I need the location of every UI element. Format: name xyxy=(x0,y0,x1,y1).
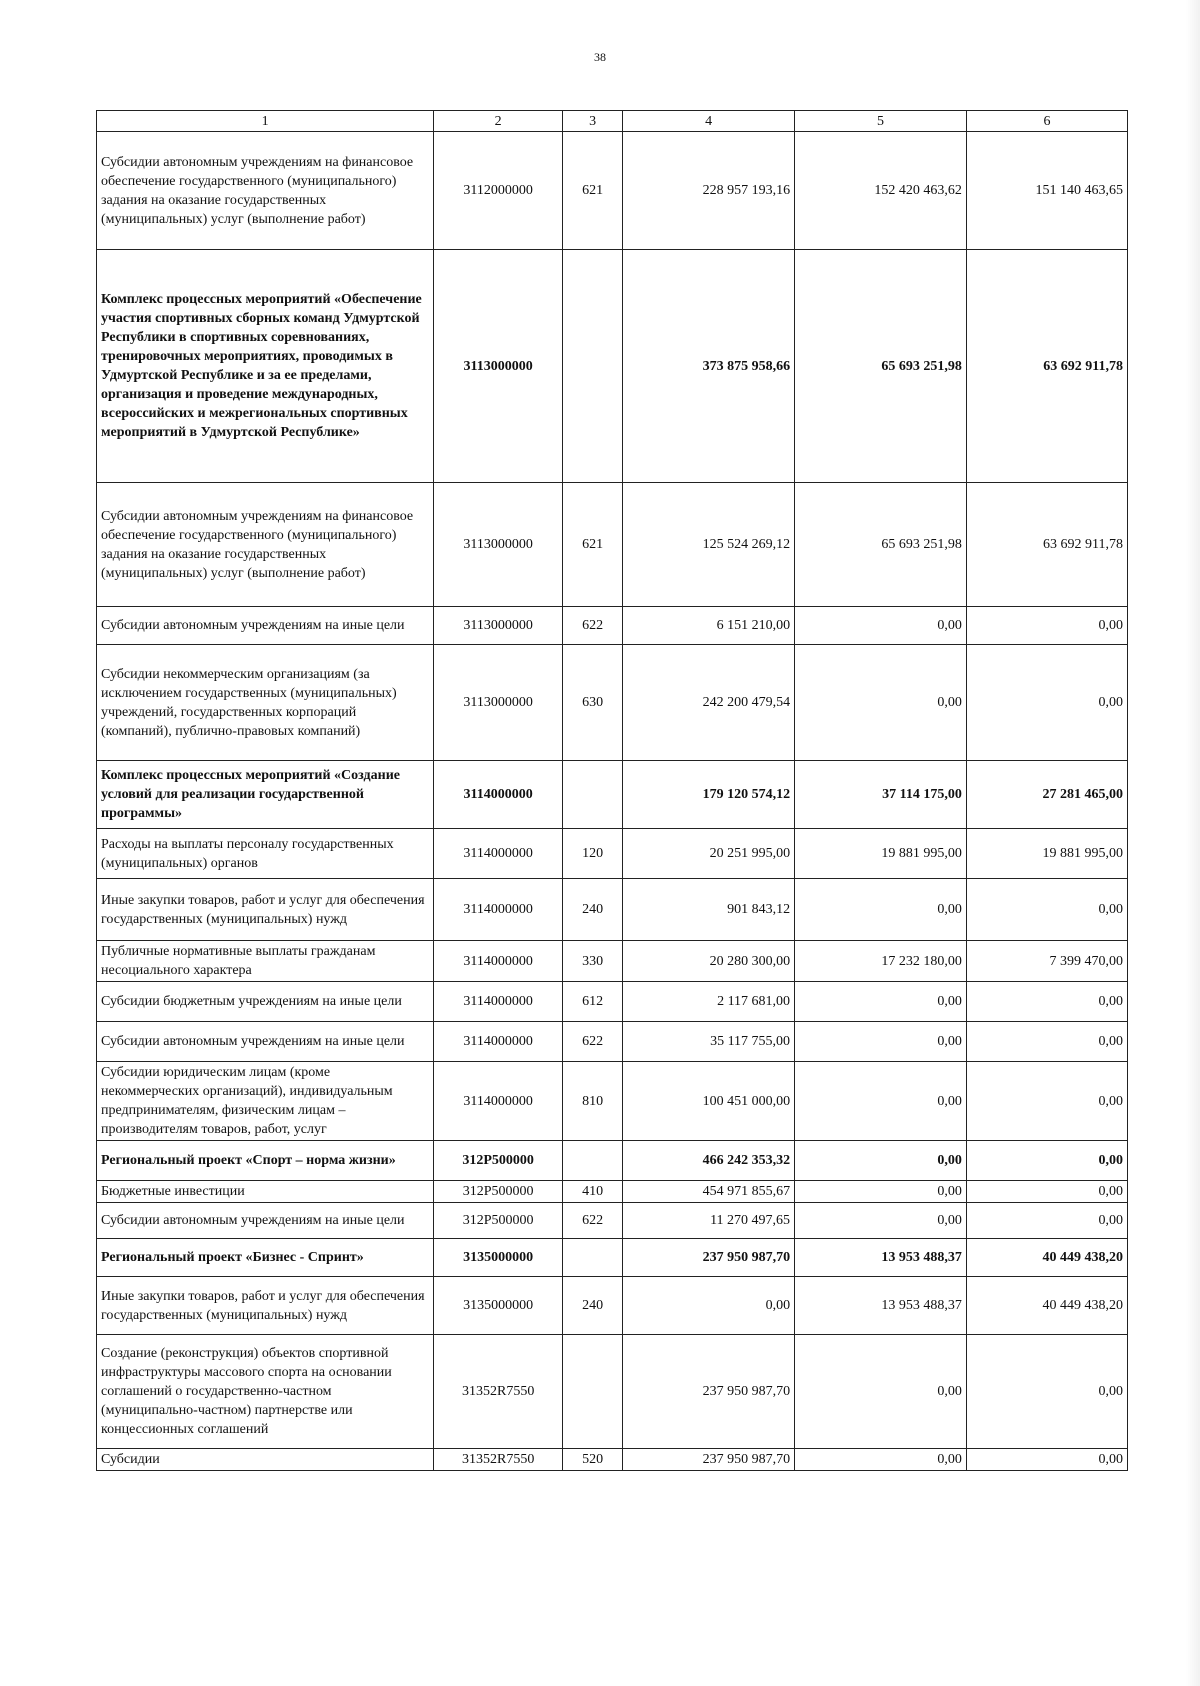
row-amount-col6: 0,00 xyxy=(966,982,1127,1022)
row-amount-col4: 2 117 681,00 xyxy=(623,982,795,1022)
row-expense-type xyxy=(563,1141,623,1181)
row-expense-type xyxy=(563,1239,623,1277)
row-expense-type: 622 xyxy=(563,1022,623,1062)
row-name: Субсидии бюджетным учреждениям на иные цели xyxy=(97,982,434,1022)
row-amount-col5: 13 953 488,37 xyxy=(795,1277,967,1335)
row-amount-col5: 65 693 251,98 xyxy=(795,483,967,607)
row-code: 31352R7550 xyxy=(434,1449,563,1471)
row-name: Субсидии автономным учреждениям на иные цели xyxy=(97,1203,434,1239)
row-amount-col5: 0,00 xyxy=(795,879,967,941)
table-row xyxy=(97,132,1128,250)
row-amount-col4: 125 524 269,12 xyxy=(623,483,795,607)
row-amount-col5: 0,00 xyxy=(795,1141,967,1181)
header-col-1: 1 xyxy=(97,111,434,132)
row-name: Региональный проект «Спорт – норма жизни» xyxy=(97,1141,434,1181)
row-name: Субсидии автономным учреждениям на финансовое обеспечение государственного (муниципального) задания на оказание государственных (муниципальных) услуг (выполнение работ) xyxy=(97,132,434,250)
row-code: 3135000000 xyxy=(434,1239,563,1277)
row-amount-col6: 0,00 xyxy=(966,1335,1127,1449)
row-expense-type xyxy=(563,1335,623,1449)
table-row xyxy=(97,1335,1128,1449)
row-amount-col4: 237 950 987,70 xyxy=(623,1449,795,1471)
row-amount-col4: 35 117 755,00 xyxy=(623,1022,795,1062)
row-amount-col6: 63 692 911,78 xyxy=(966,250,1127,483)
table-row xyxy=(97,1449,1128,1471)
row-amount-col5: 19 881 995,00 xyxy=(795,829,967,879)
row-amount-col5: 0,00 xyxy=(795,1449,967,1471)
row-expense-type: 622 xyxy=(563,607,623,645)
row-code: 3113000000 xyxy=(434,250,563,483)
row-code: 3114000000 xyxy=(434,879,563,941)
row-amount-col5: 65 693 251,98 xyxy=(795,250,967,483)
row-amount-col6: 0,00 xyxy=(966,879,1127,941)
row-expense-type: 120 xyxy=(563,829,623,879)
budget-table xyxy=(96,110,1128,1471)
table-row xyxy=(97,761,1128,829)
row-code: 3114000000 xyxy=(434,761,563,829)
row-amount-col4: 20 251 995,00 xyxy=(623,829,795,879)
table-row xyxy=(97,1062,1128,1141)
row-name: Комплекс процессных мероприятий «Обеспечение участия спортивных сборных команд Удмуртской Республики в спортивных соревнованиях, тренировочных мероприятиях, проводимых в Удмуртской Республике и за ее пределами, организация и проведение международных, всероссийских и межрегиональных спортивных мероприятий в Удмуртской Республике» xyxy=(97,250,434,483)
table-row xyxy=(97,1141,1128,1181)
row-amount-col6: 40 449 438,20 xyxy=(966,1239,1127,1277)
row-amount-col6: 0,00 xyxy=(966,1181,1127,1203)
row-code: 31352R7550 xyxy=(434,1335,563,1449)
row-amount-col6: 40 449 438,20 xyxy=(966,1277,1127,1335)
row-name: Региональный проект «Бизнес - Спринт» xyxy=(97,1239,434,1277)
header-col-5: 5 xyxy=(795,111,967,132)
row-amount-col5: 0,00 xyxy=(795,1335,967,1449)
row-code: 3113000000 xyxy=(434,645,563,761)
table-row xyxy=(97,941,1128,982)
header-row xyxy=(97,111,1128,132)
table-row xyxy=(97,982,1128,1022)
row-amount-col4: 11 270 497,65 xyxy=(623,1203,795,1239)
table-row xyxy=(97,607,1128,645)
row-amount-col5: 17 232 180,00 xyxy=(795,941,967,982)
row-amount-col4: 237 950 987,70 xyxy=(623,1335,795,1449)
row-amount-col6: 0,00 xyxy=(966,1141,1127,1181)
header-col-3: 3 xyxy=(563,111,623,132)
row-expense-type: 330 xyxy=(563,941,623,982)
row-amount-col4: 100 451 000,00 xyxy=(623,1062,795,1141)
row-amount-col6: 0,00 xyxy=(966,607,1127,645)
row-amount-col5: 0,00 xyxy=(795,607,967,645)
row-expense-type: 621 xyxy=(563,132,623,250)
table-row xyxy=(97,1022,1128,1062)
row-code: 3114000000 xyxy=(434,829,563,879)
row-amount-col4: 242 200 479,54 xyxy=(623,645,795,761)
row-amount-col5: 0,00 xyxy=(795,1203,967,1239)
row-amount-col5: 0,00 xyxy=(795,1062,967,1141)
row-code: 3113000000 xyxy=(434,607,563,645)
row-expense-type: 612 xyxy=(563,982,623,1022)
row-name: Субсидии автономным учреждениям на финансовое обеспечение государственного (муниципального) задания на оказание государственных (муниципальных) услуг (выполнение работ) xyxy=(97,483,434,607)
row-amount-col4: 901 843,12 xyxy=(623,879,795,941)
row-amount-col6: 7 399 470,00 xyxy=(966,941,1127,982)
row-amount-col4: 466 242 353,32 xyxy=(623,1141,795,1181)
row-name: Комплекс процессных мероприятий «Создание условий для реализации государственной программы» xyxy=(97,761,434,829)
table-row xyxy=(97,1181,1128,1203)
row-expense-type: 410 xyxy=(563,1181,623,1203)
table-row xyxy=(97,1203,1128,1239)
row-amount-col5: 0,00 xyxy=(795,645,967,761)
row-amount-col4: 228 957 193,16 xyxy=(623,132,795,250)
row-expense-type xyxy=(563,250,623,483)
row-amount-col5: 13 953 488,37 xyxy=(795,1239,967,1277)
row-amount-col6: 0,00 xyxy=(966,1062,1127,1141)
row-code: 3114000000 xyxy=(434,941,563,982)
header-col-2: 2 xyxy=(434,111,563,132)
scan-edge xyxy=(1186,0,1200,1686)
table-body xyxy=(97,132,1128,1471)
row-amount-col6: 0,00 xyxy=(966,1449,1127,1471)
row-amount-col5: 0,00 xyxy=(795,1181,967,1203)
row-amount-col4: 373 875 958,66 xyxy=(623,250,795,483)
row-name: Иные закупки товаров, работ и услуг для обеспечения государственных (муниципальных) нужд xyxy=(97,879,434,941)
table-row xyxy=(97,879,1128,941)
row-name: Субсидии некоммерческим организациям (за исключением государственных (муниципальных) учреждений, государственных корпораций (компаний), публично-правовых компаний) xyxy=(97,645,434,761)
row-name: Субсидии автономным учреждениям на иные цели xyxy=(97,1022,434,1062)
row-amount-col5: 152 420 463,62 xyxy=(795,132,967,250)
row-name: Публичные нормативные выплаты гражданам несоциального характера xyxy=(97,941,434,982)
page-number: 38 xyxy=(594,50,606,64)
row-code: 312P500000 xyxy=(434,1141,563,1181)
row-code: 312P500000 xyxy=(434,1181,563,1203)
table-header xyxy=(97,111,1128,132)
row-expense-type: 240 xyxy=(563,879,623,941)
row-amount-col6: 63 692 911,78 xyxy=(966,483,1127,607)
table-row xyxy=(97,645,1128,761)
row-amount-col5: 37 114 175,00 xyxy=(795,761,967,829)
row-code: 3114000000 xyxy=(434,1022,563,1062)
row-expense-type: 810 xyxy=(563,1062,623,1141)
row-code: 3113000000 xyxy=(434,483,563,607)
row-amount-col6: 19 881 995,00 xyxy=(966,829,1127,879)
row-code: 3114000000 xyxy=(434,982,563,1022)
row-expense-type xyxy=(563,761,623,829)
row-amount-col5: 0,00 xyxy=(795,1022,967,1062)
row-amount-col4: 454 971 855,67 xyxy=(623,1181,795,1203)
header-col-6: 6 xyxy=(966,111,1127,132)
row-amount-col6: 0,00 xyxy=(966,1022,1127,1062)
row-amount-col4: 6 151 210,00 xyxy=(623,607,795,645)
row-name: Субсидии xyxy=(97,1449,434,1471)
table-row xyxy=(97,829,1128,879)
table-row xyxy=(97,483,1128,607)
row-amount-col5: 0,00 xyxy=(795,982,967,1022)
table-row xyxy=(97,250,1128,483)
row-name: Расходы на выплаты персоналу государственных (муниципальных) органов xyxy=(97,829,434,879)
row-name: Субсидии автономным учреждениям на иные цели xyxy=(97,607,434,645)
row-code: 3114000000 xyxy=(434,1062,563,1141)
row-name: Субсидии юридическим лицам (кроме некоммерческих организаций), индивидуальным предпринимателям, физическим лицам – производителям товаров, работ, услуг xyxy=(97,1062,434,1141)
row-amount-col4: 0,00 xyxy=(623,1277,795,1335)
row-expense-type: 630 xyxy=(563,645,623,761)
row-amount-col4: 20 280 300,00 xyxy=(623,941,795,982)
row-name: Создание (реконструкция) объектов спортивной инфраструктуры массового спорта на основании соглашений о государственно-частном (муниципально-частном) партнерстве или концессионных соглашений xyxy=(97,1335,434,1449)
table-row xyxy=(97,1239,1128,1277)
row-expense-type: 520 xyxy=(563,1449,623,1471)
row-expense-type: 621 xyxy=(563,483,623,607)
row-name: Иные закупки товаров, работ и услуг для обеспечения государственных (муниципальных) нужд xyxy=(97,1277,434,1335)
table-row xyxy=(97,1277,1128,1335)
row-amount-col6: 0,00 xyxy=(966,1203,1127,1239)
row-expense-type: 240 xyxy=(563,1277,623,1335)
header-col-4: 4 xyxy=(623,111,795,132)
row-amount-col6: 0,00 xyxy=(966,645,1127,761)
row-amount-col4: 179 120 574,12 xyxy=(623,761,795,829)
row-code: 3135000000 xyxy=(434,1277,563,1335)
row-code: 3112000000 xyxy=(434,132,563,250)
row-amount-col6: 151 140 463,65 xyxy=(966,132,1127,250)
row-code: 312P500000 xyxy=(434,1203,563,1239)
row-amount-col6: 27 281 465,00 xyxy=(966,761,1127,829)
row-name: Бюджетные инвестиции xyxy=(97,1181,434,1203)
row-expense-type: 622 xyxy=(563,1203,623,1239)
row-amount-col4: 237 950 987,70 xyxy=(623,1239,795,1277)
